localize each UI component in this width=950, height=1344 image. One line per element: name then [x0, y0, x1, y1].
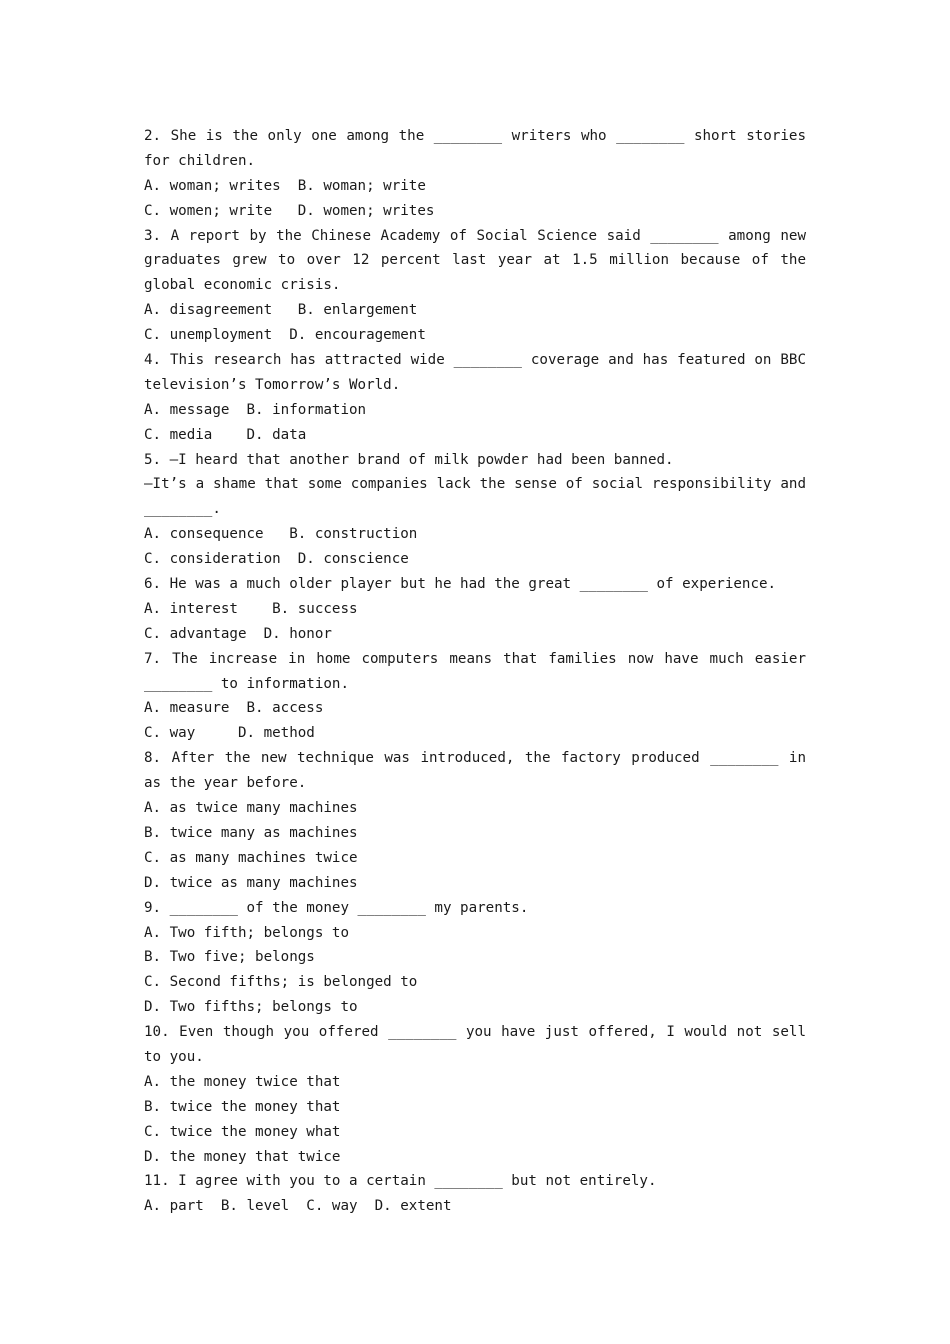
text-line: 4. This research has attracted wide ________ coverage and has featured on BBC: [144, 352, 806, 369]
text-line: 8. After the new technique was introduced, the factory produced ________ in: [144, 750, 806, 767]
text-line: A. woman; writes B. woman; write: [144, 177, 426, 194]
text-line: C. way D. method: [144, 725, 315, 742]
text-line: B. twice many as machines: [144, 824, 358, 841]
text-line: for children.: [144, 152, 256, 169]
text-line: D. the money that twice: [144, 1148, 341, 1165]
text-line: A. disagreement B. enlargement: [144, 302, 418, 319]
text-line: C. as many machines twice: [144, 849, 358, 866]
text-line: 7. The increase in home computers means that families now have much easier: [144, 650, 806, 667]
text-line: —It’s a shame that some companies lack the sense of social responsibility and: [144, 476, 806, 493]
text-line: D. twice as many machines: [144, 874, 358, 891]
text-line: C. unemployment D. encouragement: [144, 327, 426, 344]
text-line: ________.: [144, 501, 221, 518]
text-line: C. women; write D. women; writes: [144, 202, 435, 219]
text-line: C. twice the money what: [144, 1123, 341, 1140]
text-line: television’s Tomorrow’s World.: [144, 376, 401, 393]
text-line: 6. He was a much older player but he had the great ________ of experience.: [144, 576, 777, 593]
text-line: C. advantage D. honor: [144, 625, 332, 642]
text-line: C. media D. data: [144, 426, 307, 443]
text-line: 9. ________ of the money ________ my parents.: [144, 899, 529, 916]
text-line: A. part B. level C. way D. extent: [144, 1198, 452, 1215]
text-line: B. twice the money that: [144, 1098, 341, 1115]
text-line: A. as twice many machines: [144, 800, 358, 817]
text-line: A. interest B. success: [144, 600, 358, 617]
text-line: A. the money twice that: [144, 1073, 341, 1090]
text-line: graduates grew to over 12 percent last year at 1.5 million because of the: [144, 252, 806, 269]
text-line: B. Two five; belongs: [144, 949, 315, 966]
text-line: 10. Even though you offered ________ you have just offered, I would not sell: [144, 1024, 806, 1041]
text-line: 11. I agree with you to a certain ________ but not entirely.: [144, 1173, 657, 1190]
text-line: to you.: [144, 1048, 204, 1065]
text-line: 3. A report by the Chinese Academy of Social Science said ________ among new: [144, 227, 806, 244]
text-line: D. Two fifths; belongs to: [144, 999, 358, 1016]
text-line: A. measure B. access: [144, 700, 324, 717]
text-line: 2. She is the only one among the ________ writers who ________ short stories: [144, 128, 806, 144]
text-line: 5. —I heard that another brand of milk powder had been banned.: [144, 451, 674, 468]
text-line: ________ to information.: [144, 675, 349, 692]
text-line: A. message B. information: [144, 401, 367, 418]
text-line: global economic crisis.: [144, 277, 341, 294]
text-line: as the year before.: [144, 775, 307, 792]
text-line: A. Two fifth; belongs to: [144, 924, 349, 941]
text-line: A. consequence B. construction: [144, 526, 418, 543]
document-page: [144, 124, 806, 1219]
text-line: C. Second fifths; is belonged to: [144, 974, 418, 991]
text-line: C. consideration D. conscience: [144, 551, 409, 568]
